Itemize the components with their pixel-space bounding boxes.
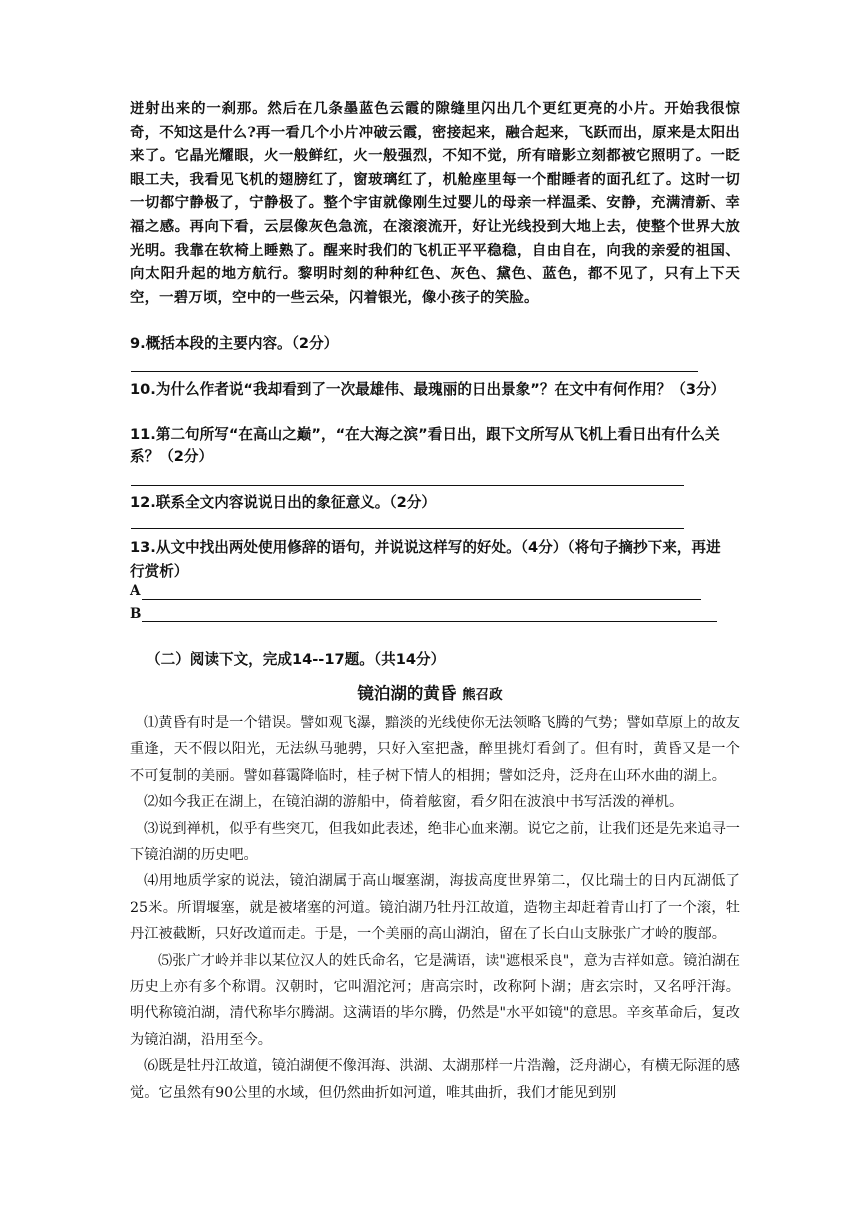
question-11: 11.第二句所写“在高山之巅”，“在大海之滨”看日出，跟下文所写从飞机上看日出有什么关系？（2分） <box>130 426 720 465</box>
question-13: 13.从文中找出两处使用修辞的语句，并说说这样写的好处。（4分）（将句子摘抄下来，再进行赏析） <box>130 539 721 580</box>
article-body <box>130 710 740 1106</box>
article-author: 熊召政 <box>462 687 503 703</box>
section-heading: （二）阅读下文，完成14--17题。（共14分） <box>146 651 446 668</box>
paragraph-5: ⑸张广才岭并非以某位汉人的姓氏命名，它是满语，读"遮根采良"，意为吉祥如意。镜泊湖在历史上亦有多个称谓。汉朝时，它叫湄沱河；唐高宗时，改称阿卜湖；唐玄宗时，又名呼汗海。明代称镜泊湖，清代称毕尔腾湖。这满语的毕尔腾，仍然是"水平如镜"的意思。辛亥革命后，复改为镜泊湖，沿用至今。 <box>130 952 740 1048</box>
answer-label-a: A <box>130 583 141 599</box>
answer-label-b: B <box>130 606 142 622</box>
answer-line-b[interactable] <box>142 621 717 622</box>
answer-line-a[interactable] <box>142 599 701 600</box>
paragraph-2: ⑵如今我正在湖上，在镜泊湖的游船中，倚着舷窗，看夕阳在波浪中书写活泼的禅机。 <box>144 794 684 811</box>
paragraph-4: ⑷用地质学家的说法，镜泊湖属于高山堰塞湖，海拔高度世界第二，仅比瑞士的日内瓦湖低了25米。所谓堰塞，就是被堵塞的河道。镜泊湖乃牡丹江故道，造物主却赶着青山打了一个滚，牡丹江被截断，只好改道而走。于是，一个美丽的高山湖泊，留在了长白山支脉张广才岭的腹部。 <box>130 873 740 943</box>
question-10: 10.为什么作者说“我却看到了一次最雄伟、最瑰丽的日出景象”？在文中有何作用？（3分） <box>130 381 726 398</box>
answer-line-9[interactable] <box>131 371 698 372</box>
article-title-text: 镜泊湖的黄昏 <box>357 684 457 703</box>
passage-text: 迸射出来的一刹那。然后在几条墨蓝色云霞的隙缝里闪出几个更红更亮的小片。开始我很惊奇，不知这是什么?再一看几个小片冲破云霞，密接起来，融合起来，飞跃而出，原来是太阳出来了。它晶光耀眼，火一般鲜红，火一般强烈，不知不觉，所有暗影立刻都被它照明了。一眨眼工夫，我看见飞机的翅膀红了，窗玻璃红了，机舱座里每一个酣睡者的面孔红了。这时一切一切都宁静极了，宁静极了。整个宇宙就像刚生过婴儿的母亲一样温柔、安静，充满清新、幸福之感。再向下看，云层像灰色急流，在滚滚流开，好让光线投到大地上去，使整个世界大放光明。我靠在软椅上睡熟了。醒来时我们的飞机正平平稳稳，自由自在，向我的亲爱的祖国、向太阳升起的地方航行。黎明时刻的种种红色、灰色、黛色、蓝色，都不见了，只有上下天空，一碧万顷，空中的一些云朵，闪着银光，像小孩子的笑脸。 <box>130 100 740 306</box>
paragraph-3: ⑶说到禅机，似乎有些突兀，但我如此表述，绝非心血来潮。说它之前，让我们还是先来追寻一下镜泊湖的历史吧。 <box>130 820 740 864</box>
answer-line-12[interactable] <box>131 528 684 529</box>
article-title <box>0 680 860 704</box>
answer-line-11[interactable] <box>131 485 684 486</box>
paragraph-6: ⑹既是牡丹江故道，镜泊湖便不像洱海、洪湖、太湖那样一片浩瀚，泛舟湖心，有横无际涯的感觉。它虽然有90公里的水域，但仍然曲折如河道，唯其曲折，我们才能见到别 <box>130 1058 740 1101</box>
paragraph-1: ⑴黄昏有时是一个错误。譬如观飞瀑，黯淡的光线使你无法领略飞腾的气势；譬如草原上的故友重逢，天不假以阳光，无法纵马驰骋，只好入室把盏，醉里挑灯看剑了。但有时，黄昏又是一个不可复制的美丽。譬如暮霭降临时，桂子树下情人的相拥；譬如泛舟，泛舟在山环水曲的湖上。 <box>130 715 740 784</box>
question-9: 9.概括本段的主要内容。（2分） <box>130 335 339 352</box>
question-12: 12.联系全文内容说说日出的象征意义。（2分） <box>130 494 436 511</box>
